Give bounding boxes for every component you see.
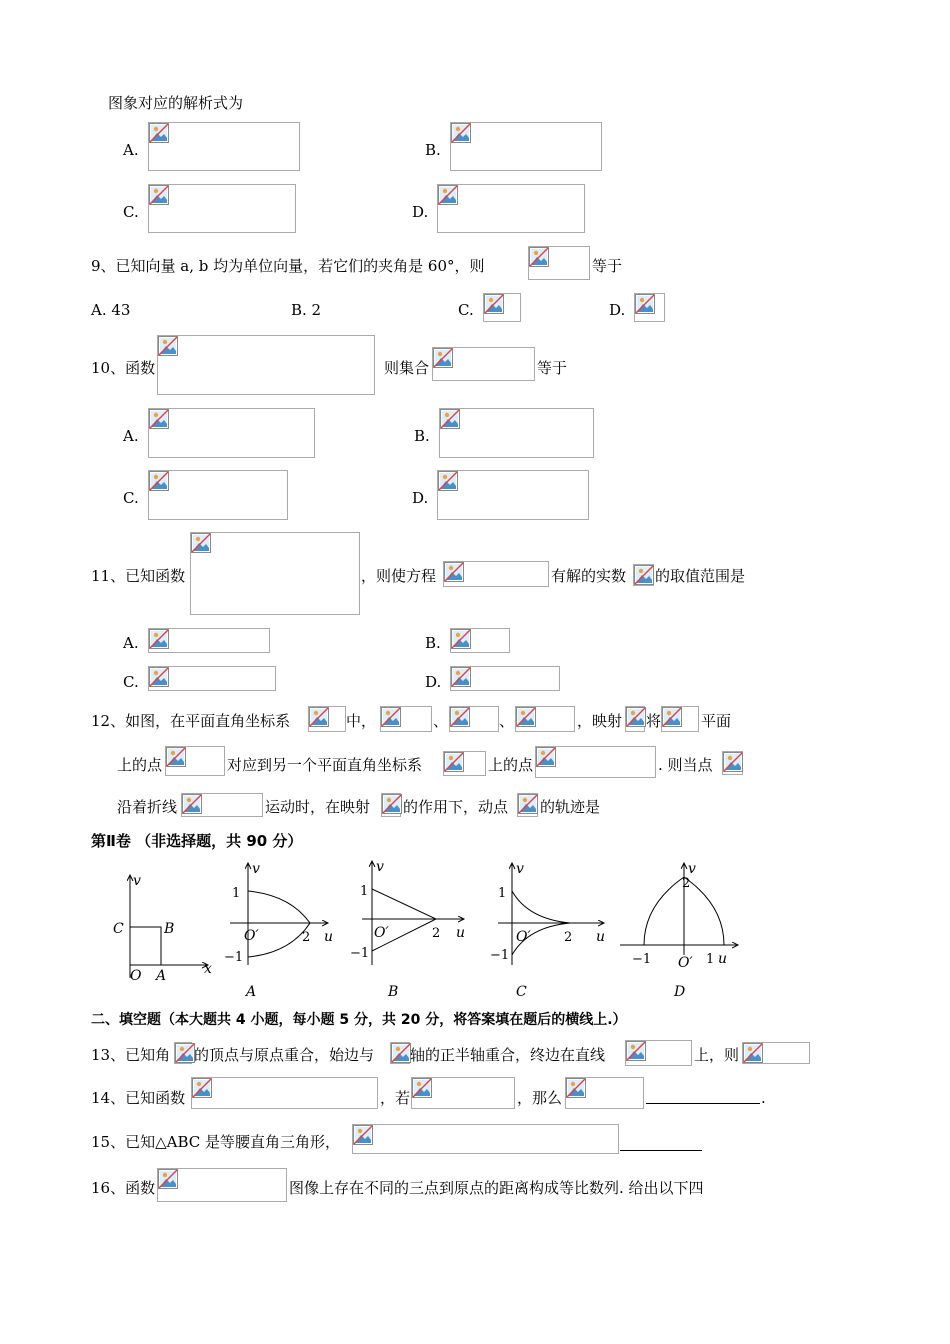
q12-point-xy-image [165, 746, 225, 776]
q15-text: 15、已知△ABC 是等腰直角三角形， [91, 1133, 341, 1151]
q10-stem-mid: 则集合 [384, 359, 430, 377]
broken-image-icon [149, 185, 169, 205]
q11-equation-image [443, 561, 549, 587]
q14-condition-image [411, 1077, 515, 1109]
q12-point-p-image [722, 751, 743, 775]
fig-b-caption: B [388, 984, 399, 1000]
broken-image-icon [182, 794, 202, 814]
broken-image-icon [451, 123, 471, 143]
broken-image-icon [662, 707, 682, 727]
section2-header: 二、填空题（本大题共 4 小题，每小题 5 分，共 20 分，将答案填在题后的横线上.） [91, 1012, 627, 1028]
q14-answer-blank[interactable] [646, 1103, 760, 1104]
q15-answer-blank[interactable] [620, 1150, 702, 1151]
broken-image-icon [149, 409, 169, 429]
broken-image-icon [529, 247, 549, 267]
q11-option-c-label: C. [123, 673, 139, 691]
fig-a-caption: A [246, 984, 257, 1000]
q12-point-a-image [380, 706, 432, 732]
q9-option-b: B. 2 [291, 301, 322, 319]
fig-main-a: A [156, 968, 167, 984]
broken-image-icon [191, 533, 211, 553]
broken-image-icon [484, 294, 504, 314]
q11-option-b-label: B. [425, 634, 441, 652]
fig-a-origin: O′ [244, 928, 259, 944]
q12-line1-c: 、 [433, 712, 449, 730]
q9-option-c-label: C. [458, 301, 474, 319]
q9-stem: 9、已知向量 a, b 均为单位向量，若它们的夹角是 60°，则 [91, 257, 485, 275]
part2-header: 第Ⅱ卷 （非选择题，共 90 分） [91, 832, 303, 850]
q14-text-1: 14、已知函数 [91, 1089, 186, 1107]
fig-d-origin: O′ [678, 955, 693, 971]
q12-point-uv-image [535, 746, 656, 778]
fig-c-v: v [516, 861, 524, 877]
fig-b-one: 1 [360, 884, 369, 899]
broken-image-icon [516, 707, 536, 727]
figure-option-b [350, 859, 465, 1000]
q11-function-image [190, 532, 360, 615]
broken-image-icon [158, 336, 178, 356]
broken-image-icon [353, 1125, 373, 1145]
q10-option-c-image [148, 470, 288, 520]
q14-text-4: . [761, 1089, 766, 1107]
fig-d-two: 2 [682, 876, 691, 891]
broken-image-icon [382, 794, 402, 814]
q12-line1-d: 、 [499, 712, 515, 730]
q12-line1-e: ，映射 [577, 712, 623, 730]
q11-option-d-label: D. [425, 673, 442, 691]
q12-line3-a: 沿着折线 [117, 798, 178, 816]
q12-mapping-f-image [625, 706, 645, 732]
broken-image-icon [451, 629, 471, 649]
q12-line2-d: . 则当点 [658, 756, 713, 774]
fig-c-one: 1 [498, 886, 507, 901]
q12-plane-xoy-image [661, 706, 699, 732]
fig-c-neg1: −1 [490, 948, 510, 963]
q9-stem-end: 等于 [592, 257, 623, 275]
intro-text: 图象对应的解析式为 [108, 94, 244, 112]
q11-stem-mid: ，则使方程 [361, 567, 437, 585]
q12-line1-g: 平面 [701, 712, 732, 730]
broken-image-icon [149, 471, 169, 491]
q13-angle-image [174, 1042, 192, 1064]
q10-set-image [432, 347, 535, 381]
q11-option-a-image [148, 628, 270, 653]
q9-option-a: A. 43 [91, 301, 131, 319]
figure-xy-plane [113, 873, 212, 984]
q10-option-d-image [437, 470, 589, 520]
broken-image-icon [438, 471, 458, 491]
q12-point-b-image [449, 706, 499, 732]
q15-condition-image [352, 1124, 619, 1154]
broken-image-icon [518, 794, 538, 814]
broken-image-icon [626, 1041, 646, 1061]
q8-option-d-label: D. [412, 203, 429, 221]
q8-option-b-image [450, 122, 602, 171]
q10-option-b-image [439, 408, 594, 458]
broken-image-icon [626, 707, 646, 727]
fig-a-neg1: −1 [224, 950, 244, 965]
fig-b-origin: O′ [374, 925, 389, 941]
q13-text-4: 上，则 [694, 1046, 740, 1064]
q11-stem-mid2: 有解的实数 [551, 567, 627, 585]
q9-option-d-image [634, 293, 665, 322]
q8-option-d-image [437, 184, 585, 233]
fig-a-one: 1 [232, 886, 241, 901]
q11-option-b-image [450, 628, 510, 653]
fig-c-two: 2 [564, 930, 573, 945]
q10-option-a-image [148, 408, 315, 458]
fig-main-x: x [204, 961, 212, 977]
broken-image-icon [451, 667, 471, 687]
broken-image-icon [433, 348, 453, 368]
broken-image-icon [444, 752, 464, 772]
q11-option-c-image [148, 666, 276, 691]
fig-main-v: v [133, 873, 141, 889]
q12-line1-f: 将 [646, 712, 662, 730]
q8-option-c-image [148, 184, 296, 233]
q11-option-a-label: A. [123, 634, 139, 652]
q12-line2-c: 上的点 [488, 756, 534, 774]
figure-option-a [224, 861, 333, 1000]
q13-answer-expression-image [742, 1042, 810, 1064]
q12-point-c-image [515, 706, 575, 732]
fig-d-caption: D [674, 984, 686, 1000]
q13-text-1: 13、已知角 [91, 1046, 171, 1064]
q9-formula-image [528, 246, 590, 280]
q8-option-a-label: A. [123, 141, 139, 159]
q12-coord-xoy-image [308, 706, 346, 732]
q12-figures [100, 855, 740, 1005]
q12-line1-a: 12、如图，在平面直角坐标系 [91, 712, 291, 730]
broken-image-icon [309, 707, 329, 727]
q12-polyline-image [181, 793, 263, 817]
fig-main-c: C [113, 921, 124, 937]
fig-a-v: v [252, 861, 260, 877]
q13-text-2: 的顶点与原点重合，始边与 [194, 1046, 375, 1064]
q16-text-1: 16、函数 [91, 1179, 156, 1197]
q16-function-image [157, 1168, 287, 1202]
figure-option-d [620, 861, 738, 1000]
fig-d-one: 1 [706, 952, 715, 967]
q12-line2-a: 上的点 [117, 756, 163, 774]
fig-b-u: u [456, 925, 466, 941]
q12-coord-uov-image [443, 751, 486, 776]
figure-option-c [490, 861, 605, 1000]
fig-main-b: B [164, 921, 175, 937]
q13-text-3: 轴的正半轴重合，终边在直线 [410, 1046, 606, 1064]
fig-c-caption: C [516, 984, 527, 1000]
q16-text-2: 图像上存在不同的三点到原点的距离构成等比数列. 给出以下四 [289, 1179, 704, 1197]
broken-image-icon [440, 409, 460, 429]
q10-stem: 10、函数 [91, 359, 156, 377]
broken-image-icon [381, 707, 401, 727]
q11-stem: 11、已知函数 [91, 567, 186, 585]
broken-image-icon [158, 1169, 178, 1189]
q11-option-d-image [450, 666, 560, 691]
broken-image-icon [634, 565, 654, 585]
fig-d-u: u [718, 951, 728, 967]
broken-image-icon [166, 747, 186, 767]
fig-a-u: u [324, 929, 334, 945]
fig-c-u: u [596, 929, 606, 945]
q12-line1-b: 中， [346, 712, 377, 730]
broken-image-icon [149, 629, 169, 649]
q9-option-d-label: D. [609, 301, 626, 319]
q13-line-image [625, 1040, 692, 1066]
q14-expression-image [565, 1077, 644, 1109]
fig-c-origin: O′ [516, 929, 531, 945]
broken-image-icon [391, 1043, 411, 1063]
fig-b-neg1: −1 [350, 946, 370, 961]
broken-image-icon [149, 123, 169, 143]
q8-option-a-image [148, 122, 300, 171]
q11-variable-image [633, 564, 654, 586]
broken-image-icon [438, 185, 458, 205]
fig-main-o: O [130, 968, 142, 984]
q12-line3-b: 运动时，在映射 [265, 798, 371, 816]
q8-option-c-label: C. [123, 203, 139, 221]
broken-image-icon [444, 562, 464, 582]
broken-image-icon [175, 1043, 195, 1063]
broken-image-icon [149, 667, 169, 687]
broken-image-icon [412, 1078, 432, 1098]
broken-image-icon [536, 747, 556, 767]
fig-a-two: 2 [302, 930, 311, 945]
q10-stem-end: 等于 [537, 359, 568, 377]
broken-image-icon [723, 752, 743, 772]
fig-d-v: v [688, 861, 696, 877]
q8-option-b-label: B. [425, 141, 441, 159]
q10-option-c-label: C. [123, 489, 139, 507]
broken-image-icon [192, 1078, 212, 1098]
q12-mapping-f2-image [381, 793, 401, 817]
broken-image-icon [743, 1043, 763, 1063]
q14-text-2: ，若 [380, 1089, 411, 1107]
broken-image-icon [450, 707, 470, 727]
q13-axis-image [390, 1042, 410, 1064]
q12-line3-c: 的作用下，动点 [403, 798, 509, 816]
fig-b-v: v [376, 859, 384, 875]
q12-line2-b: 对应到另一个平面直角坐标系 [227, 756, 423, 774]
fig-d-neg1: −1 [632, 952, 652, 967]
q12-line3-d: 的轨迹是 [540, 798, 601, 816]
q11-stem-end: 的取值范围是 [655, 567, 746, 585]
broken-image-icon [635, 294, 655, 314]
q12-moving-point-image [517, 793, 538, 817]
q10-option-d-label: D. [412, 489, 429, 507]
q10-option-a-label: A. [123, 427, 139, 445]
q9-option-c-image [483, 293, 521, 322]
q10-function-image [157, 335, 375, 395]
fig-b-two: 2 [432, 926, 441, 941]
q14-function-image [191, 1077, 378, 1109]
q10-option-b-label: B. [414, 427, 430, 445]
broken-image-icon [566, 1078, 586, 1098]
q14-text-3: ，那么 [517, 1089, 563, 1107]
